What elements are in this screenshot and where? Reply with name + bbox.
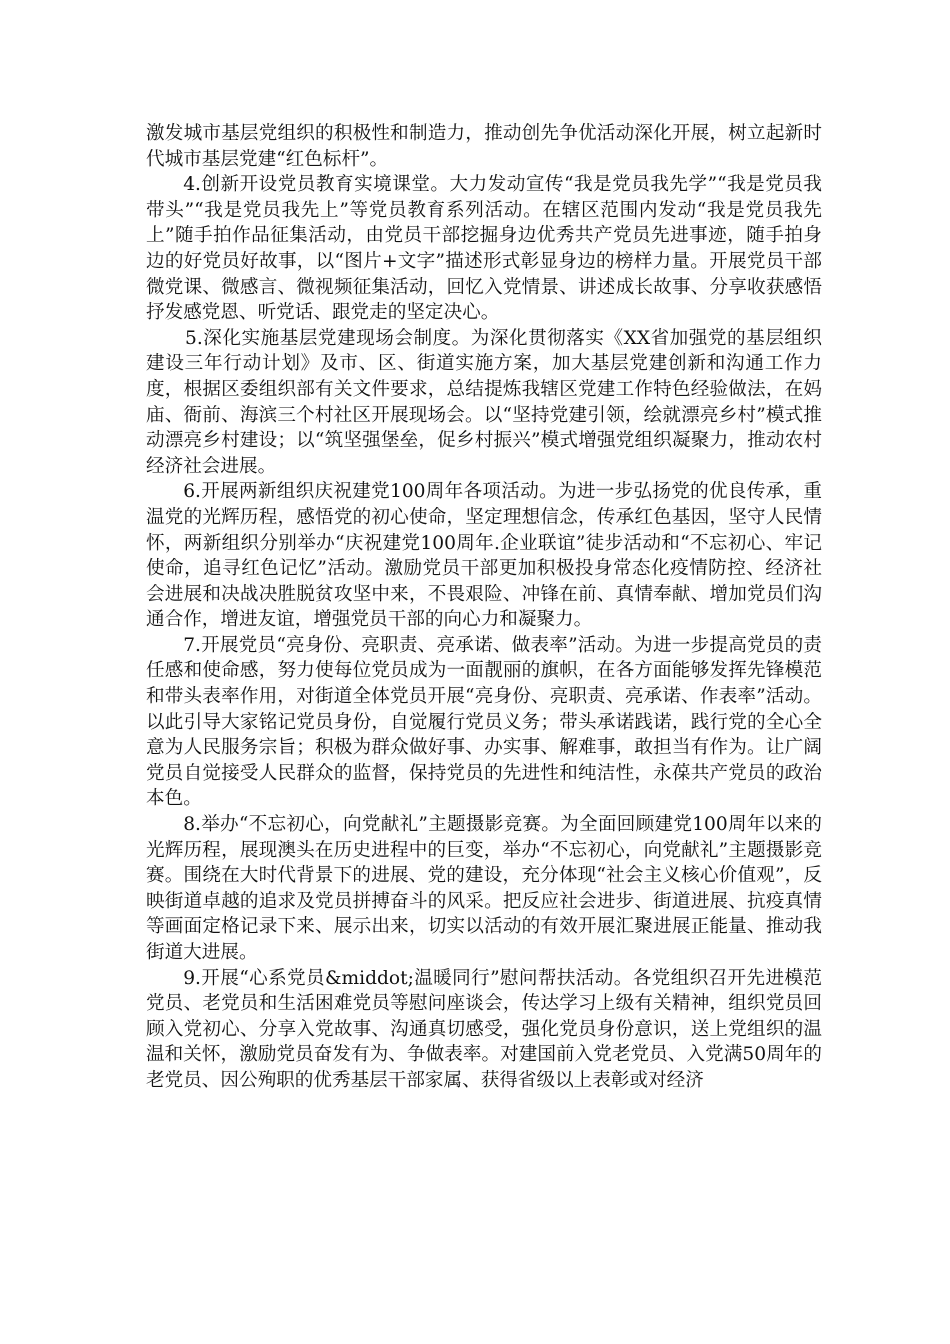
paragraph-item-4: 4.创新开设党员教育实境课堂。大力发动宣传“我是党员我先学”“我是党员我带头”“我是党员我先上”等党员教育系列活动。在辖区范围内发动“我是党员我先上”随手拍作品征集活动，由党员干部挖掘身边优秀共产党员先进事迹，随手拍身边的好党员好故事，以“图片+文字”描述形式彰显身边的榜样力量。开展党员干部微党课、微感言、微视频征集活动，回忆入党情景、讲述成长故事、分享收获感悟抒发感党恩、听党话、跟党走的坚定决心。 bbox=[146, 174, 822, 324]
paragraph-item-8: 8.举办“不忘初心，向党献礼”主题摄影竞赛。为全面回顾建党100周年以来的光辉历程，展现澳头在历史进程中的巨变，举办“不忘初心，向党献礼”主题摄影竞赛。围绕在大时代背景下的进展、党的建设，充分体现“社会主义核心价值观”，反映街道卓越的追求及党员拼搏奋斗的风采。把反应社会进步、街道进展、抗疫真情等画面定格记录下来、展示出来，切实以活动的有效开展汇聚进展正能量、推动我街道大进展。 bbox=[146, 814, 822, 963]
paragraph-item-5: 5.深化实施基层党建现场会制度。为深化贯彻落实《XX省加强党的基层组织建设三年行动计划》及市、区、街道实施方案，加大基层党建创新和沟通工作力度，根据区委组织部有关文件要求，总结提炼我辖区党建工作特色经验做法，在妈庙、衙前、海滨三个村社区开展现场会。以“坚持党建引领，绘就漂亮乡村”模式推动漂亮乡村建设；以“筑坚强堡垒，促乡村振兴”模式增强党组织凝聚力，推动农村经济社会进展。 bbox=[146, 327, 822, 477]
paragraph-continuation: 激发城市基层党组织的积极性和制造力，推动创先争优活动深化开展，树立起新时代城市基层党建“红色标杆”。 bbox=[146, 123, 822, 170]
paragraph-item-7: 7.开展党员“亮身份、亮职责、亮承诺、做表率”活动。为进一步提高党员的责任感和使命感，努力使每位党员成为一面靓丽的旗帜，在各方面能够发挥先锋模范和带头表率作用，对街道全体党员开展“亮身份、亮职责、亮承诺、作表率”活动。以此引导大家铭记党员身份，自觉履行党员义务；带头承诺践诺，践行党的全心全意为人民服务宗旨；积极为群众做好事、办实事、解难事，敢担当有作为。让广阔党员自觉接受人民群众的监督，保持党员的先进性和纯洁性，永葆共产党员的政治本色。 bbox=[146, 634, 822, 810]
document-body bbox=[146, 121, 822, 1094]
paragraph-item-6: 6.开展两新组织庆祝建党100周年各项活动。为进一步弘扬党的优良传承，重温党的光辉历程，感悟党的初心使命，坚定理想信念，传承红色基因，坚守人民情怀，两新组织分别举办“庆祝建党100周年.企业联谊”徒步活动和“不忘初心、牢记使命，追寻红色记忆”活动。激励党员干部更加积极投身常态化疫情防控、经济社会进展和决战决胜脱贫攻坚中来，不畏艰险、冲锋在前、真情奉献、增加党员们沟通合作，增进友谊，增强党员干部的向心力和凝聚力。 bbox=[146, 481, 822, 631]
paragraph-item-9: 9.开展“心系党员&middot;温暖同行”慰问帮扶活动。各党组织召开先进模范党员、老党员和生活困难党员等慰问座谈会，传达学习上级有关精神，组织党员回顾入党初心、分享入党故事、沟通真切感受，强化党员身份意识，送上党组织的温温和关怀，激励党员奋发有为、争做表率。对建国前入党老党员、入党满50周年的老党员、因公殉职的优秀基层干部家属、获得省级以上表彰或对经济 bbox=[146, 967, 822, 1091]
